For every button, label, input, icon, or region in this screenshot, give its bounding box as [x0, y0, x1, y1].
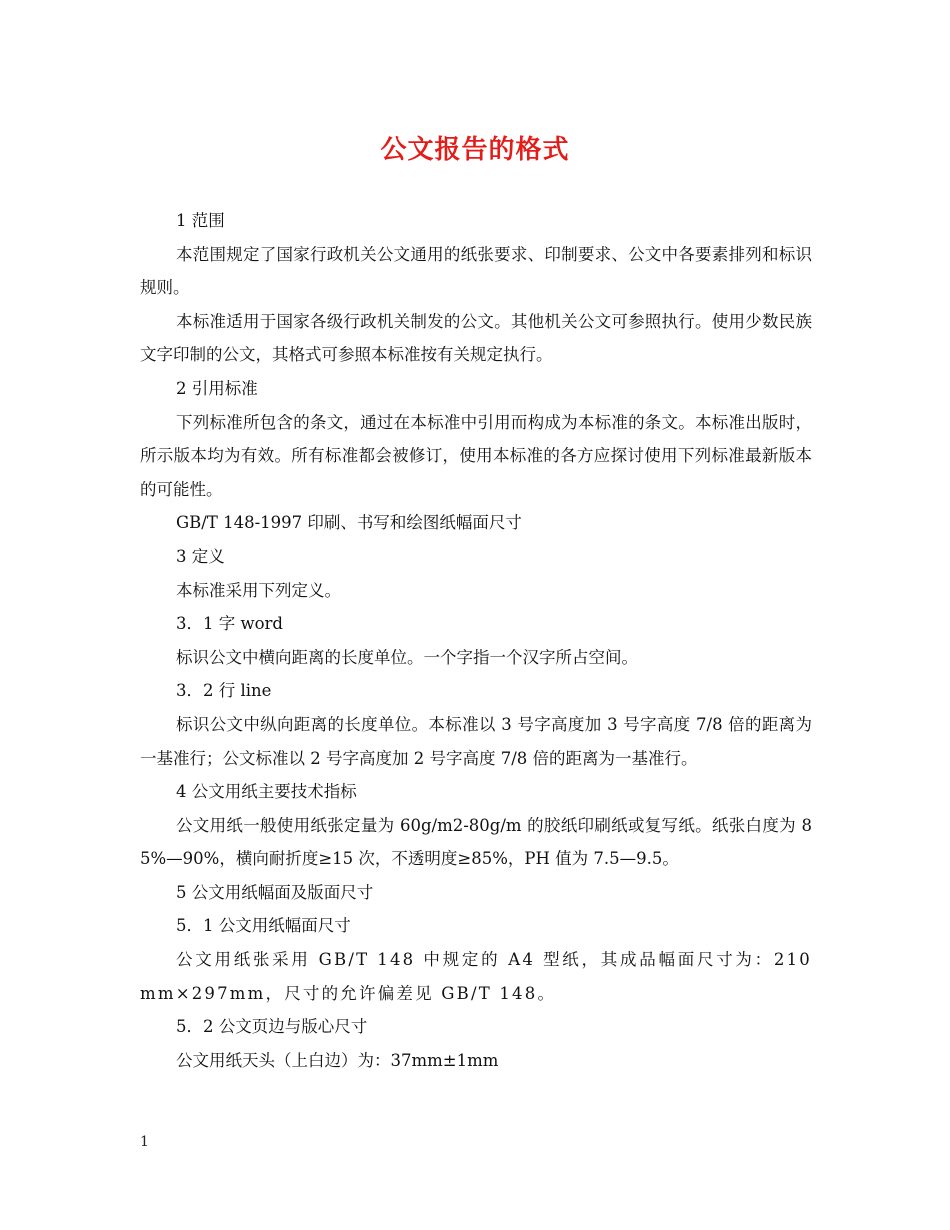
paragraph-line-definition: 标识公文中纵向距离的长度单位。本标准以 3 号字高度加 3 号字高度 7/8 倍的距离为一基准行；公文标准以 2 号字高度加 2 号字高度 7/8 倍的距离为一基准行。 — [140, 714, 812, 768]
subsection-heading-paper-size: 5．1 公文用纸幅面尺寸 — [176, 916, 351, 936]
paragraph-scope-2: 本标准适用于国家各级行政机关制发的公文。其他机关公文可参照执行。使用少数民族文字印制的公文，其格式可参照本标准按有关规定执行。 — [140, 311, 812, 365]
section-heading-definitions: 3 定义 — [176, 546, 225, 566]
subsection-heading-word: 3．1 字 word — [176, 614, 283, 634]
subsection-heading-line: 3．2 行 line — [176, 681, 272, 701]
subsection-heading-margins: 5．2 公文页边与版心尺寸 — [176, 1017, 368, 1037]
paragraph-paper-specs: 公文用纸一般使用纸张定量为 60g/m2-80g/m 的胶纸印刷纸或复写纸。纸张白度为 85%—90%，横向耐折度≥15 次，不透明度≥85%，PH 值为 7.5—9.5。 — [140, 815, 812, 869]
section-heading-page-size: 5 公文用纸幅面及版面尺寸 — [176, 882, 374, 902]
section-heading-references: 2 引用标准 — [176, 378, 258, 398]
page-number: 1 — [140, 1134, 149, 1150]
section-heading-paper-specs: 4 公文用纸主要技术指标 — [176, 782, 357, 802]
paragraph-definitions: 本标准采用下列定义。 — [176, 580, 341, 600]
document-body — [140, 204, 812, 1077]
paragraph-standard-reference: GB/T 148-1997 印刷、书写和绘图纸幅面尺寸 — [176, 513, 522, 533]
paragraph-paper-size: 公文用纸张采用 GB/T 148 中规定的 A4 型纸，其成品幅面尺寸为：210mm×297mm，尺寸的允许偏差见 GB/T 148。 — [140, 950, 812, 1003]
document-title: 公文报告的格式 — [380, 135, 570, 165]
paragraph-references: 下列标准所包含的条文，通过在本标准中引用而构成为本标准的条文。本标准出版时，所示版本均为有效。所有标准都会被修订，使用本标准的各方应探讨使用下列标准最新版本的可能性。 — [140, 412, 812, 499]
section-heading-scope: 1 范围 — [176, 211, 225, 230]
paragraph-word-definition: 标识公文中横向距离的长度单位。一个字指一个汉字所占空间。 — [176, 647, 638, 667]
paragraph-top-margin: 公文用纸天头（上白边）为：37mm±1mm — [176, 1050, 499, 1070]
paragraph-scope-1: 本范围规定了国家行政机关公文通用的纸张要求、印制要求、公文中各要素排列和标识规则。 — [140, 244, 812, 298]
